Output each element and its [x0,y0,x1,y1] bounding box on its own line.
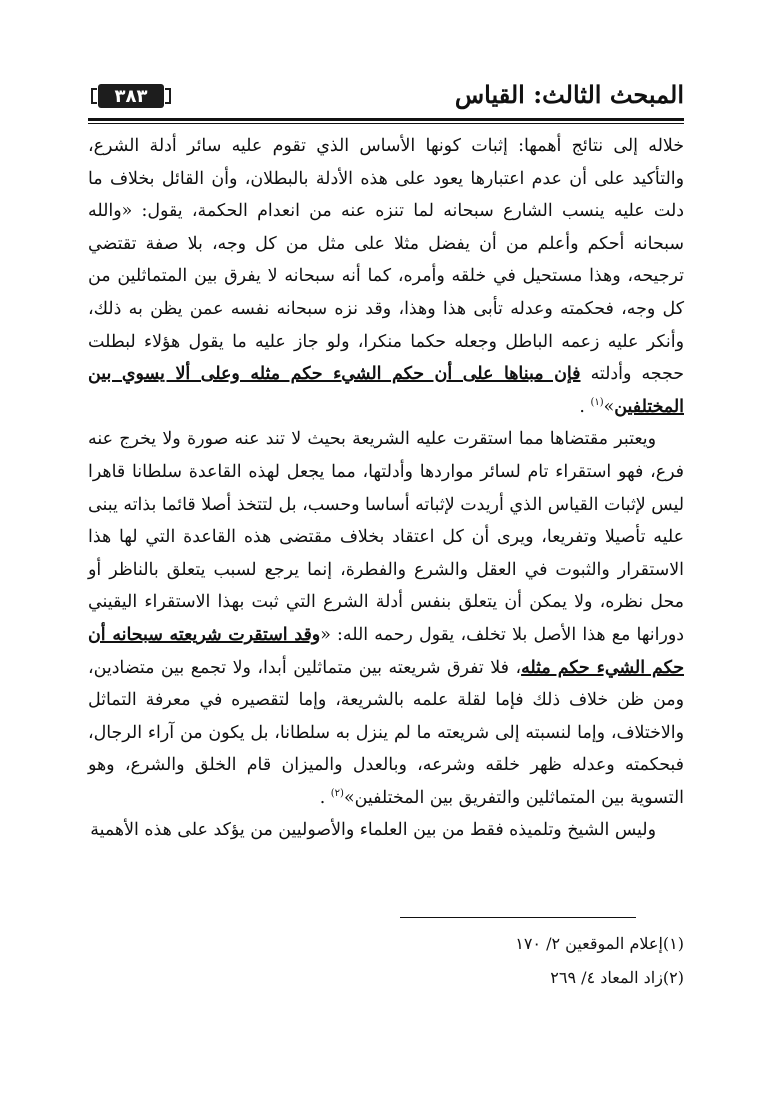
quote-close: » [603,396,615,417]
footnote-separator [400,917,636,918]
chapter-title: المبحث الثالث: القياس [454,80,684,109]
page-header [88,78,684,122]
footnote-1: (١)إعلام الموقعين ٢/ ١٧٠ [515,934,684,953]
underlined-quote: فإن مبناها على أن حكم الشيء حكم مثله وعلى ألا يسوي بين المختلفين [88,364,684,417]
paragraph-2 [88,423,684,814]
period: . [579,396,585,417]
footnote-marker-2: (٢) [330,788,344,800]
paragraph-1 [88,130,684,423]
main-text [88,130,684,847]
header-rule [88,118,684,121]
paragraph-3: وليس الشيخ وتلميذه فقط من بين العلماء والأصوليين من يؤكد على هذه الأهمية [90,820,656,841]
footnote-marker-1: (١) [590,396,604,408]
page-number: ٣٨٣ [98,84,164,108]
paragraph-text: ويعتبر مقتضاها مما استقرت عليه الشريعة بحيث لا تند عنه صورة ولا يخرج عنه فرع، فهو استقراء تام لسائر مواردها وأدلتها، مما يجعل لهذه القاعدة سلطانا قاهرا ليس لإثبات القياس الذي أريدت لإثباته أساسا وحسب، بل لتتخذ أصلا قائما بذاته يبنى عليه تأصيلا وتفريعا، ويرى أن كل اعتقاد بخلاف مقتضى هذه القاعدة التي لها هذا الاستقرار والثبوت في العقل والشرع والفطرة، إنما يرجع لسبب يتعلق بالناظر أو محل نظره، ولا يمكن أن يتعلق بنفس أدلة الشرع التي ثبت بهذا الاستقراء اليقيني دورانها مع هذا الأصل بلا تخلف، يقول رحمه الله: « [88,429,684,645]
underlined-quote: وقد استقرت شريعته سبحانه أن حكم الشيء حكم مثله [88,624,684,678]
header-rule-thin [88,123,684,124]
paragraph-text: ، فلا تفرق شريعته بين متماثلين أبدا، ولا تجمع بين متضادين، ومن ظن خلاف ذلك فإما لقلة علمه بالشريعة، وإما لتقصيره في معرفة التماثل والاختلاف، وإما لنسبته إلى شريعته ما لم ينزل به سلطانا، بل يكون من آراء الرجال، فبحكمته وعدله ظهر خلقه وشرعه، وبالعدل والميزان قام الخلق والشرع، وهو التسوية بين المتماثلين والتفريق بين المختلفين» [88,657,684,808]
paragraph-text: خلاله إلى نتائج أهمها: إثبات كونها الأساس الذي تقوم عليه سائر أدلة الشرع، والتأكيد على أن عدم اعتبارها يعود على هذه الأدلة بالبطلان، وأن القائل بخلاف ما دلت عليه ينسب الشارع سبحانه لما تنزه عنه من انعدام الحكمة، يقول: «والله سبحانه أحكم وأعلم من أن يفضل مثلا على مثل من كل وجه، بلا صفة تقتضي ترجيحه، وهذا مستحيل في خلقه وأمره، كما أنه سبحانه لا يفرق بين المتماثلين من كل وجه، فحكمته وعدله تأبى هذا وهذا، وقد نزه سبحانه نفسه عمن يظن به ذلك، وأنكر عليه زعمه الباطل وجعله حكما منكرا، ولو جاز عليه ما يقول هؤلاء لبطلت حججه وأدلته [88,136,684,385]
period: . [319,787,326,808]
footnotes [88,927,684,995]
footnote-2: (٢)زاد المعاد ٤/ ٢٦٩ [550,968,684,987]
